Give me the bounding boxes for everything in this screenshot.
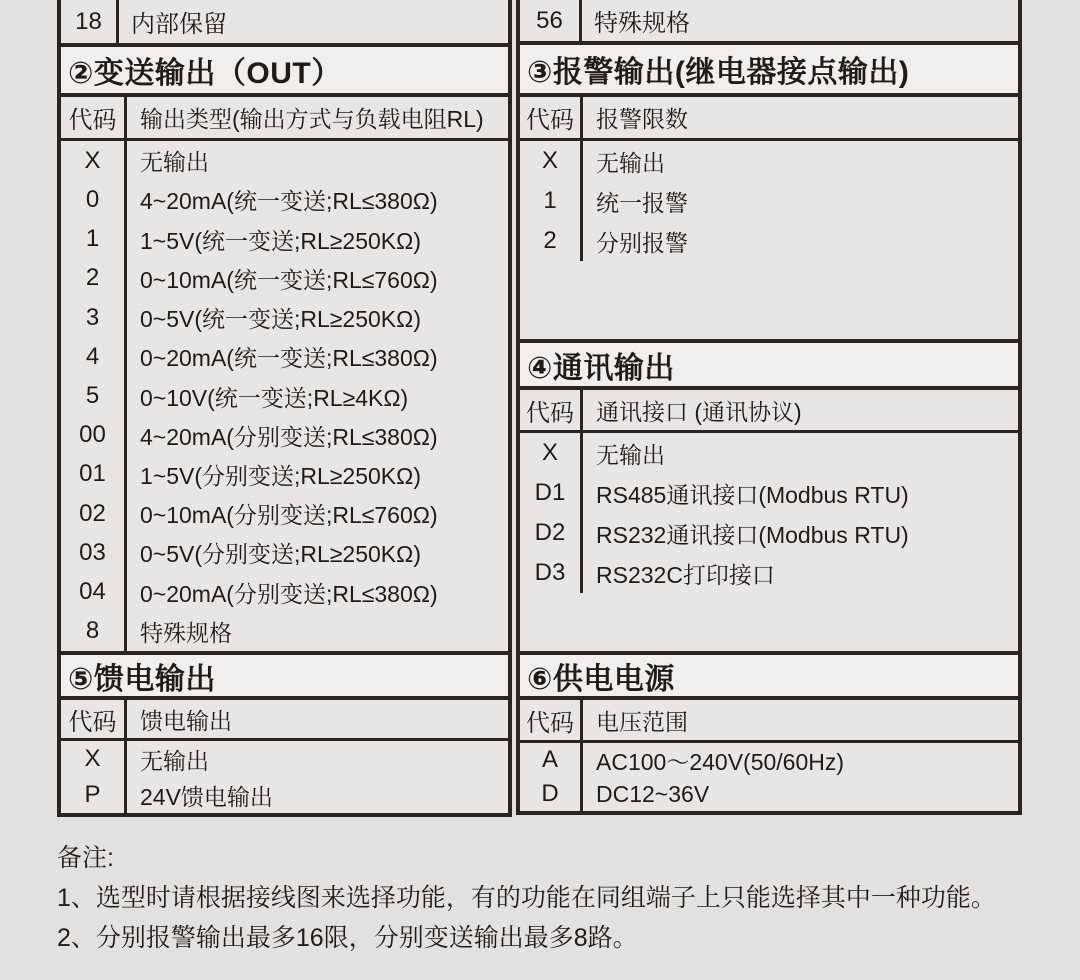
row-desc: 4~20mA(统一变送;RL≤380Ω) bbox=[140, 188, 438, 215]
row-desc: 0~20mA(统一变送;RL≤380Ω) bbox=[140, 345, 438, 372]
row-code: X bbox=[61, 741, 127, 777]
row-desc: 0~20mA(分别变送;RL≤380Ω) bbox=[140, 580, 438, 607]
row-code: D1 bbox=[520, 473, 583, 513]
row-desc: 24V馈电输出 bbox=[140, 783, 273, 810]
row-code: P bbox=[61, 777, 127, 813]
notes-title: 备注: bbox=[57, 844, 114, 872]
row-code: X bbox=[520, 433, 583, 473]
table-body bbox=[61, 141, 508, 651]
notes-list bbox=[57, 878, 1047, 958]
column-header-desc: 通讯接口 (通讯协议) bbox=[596, 398, 802, 425]
power-supply-table bbox=[516, 696, 1022, 815]
table-row bbox=[61, 416, 508, 455]
transmit-output-table bbox=[57, 93, 512, 655]
row-code: D3 bbox=[520, 553, 583, 593]
right-column bbox=[516, 0, 1022, 815]
row-code: D bbox=[520, 777, 583, 811]
table-row bbox=[520, 433, 1018, 473]
table-row bbox=[61, 376, 508, 415]
row-desc: RS232C打印接口 bbox=[596, 561, 775, 588]
row-code: X bbox=[520, 141, 583, 181]
section-title-text: ⑥供电电源 bbox=[527, 662, 675, 696]
row-code: 5 bbox=[61, 376, 127, 415]
row-code: X bbox=[61, 141, 127, 180]
table-filler bbox=[520, 261, 1018, 339]
table-row bbox=[520, 221, 1018, 261]
column-header-desc: 输出类型(输出方式与负载电阻RL) bbox=[140, 106, 484, 132]
table-row bbox=[61, 777, 508, 813]
row-code: 0 bbox=[61, 180, 127, 219]
continuation-row-right bbox=[516, 0, 1022, 45]
table-row bbox=[61, 180, 508, 219]
table-row bbox=[520, 141, 1018, 181]
row-desc: 统一报警 bbox=[596, 189, 688, 216]
table-row bbox=[520, 553, 1018, 593]
table-header-row bbox=[520, 97, 1018, 141]
notes-section bbox=[57, 838, 1047, 958]
table-row bbox=[61, 298, 508, 337]
column-header-code: 代码 bbox=[520, 700, 583, 740]
table-header-row bbox=[61, 97, 508, 141]
table-row bbox=[61, 259, 508, 298]
table-header-row bbox=[61, 700, 508, 741]
row-code: 56 bbox=[520, 0, 582, 41]
table-header-row bbox=[520, 390, 1018, 433]
section-title-feed-output bbox=[57, 651, 512, 700]
row-code: 00 bbox=[61, 416, 127, 455]
row-code: 2 bbox=[520, 221, 583, 261]
table-body bbox=[520, 433, 1018, 593]
column-header-code: 代码 bbox=[520, 390, 583, 430]
row-desc: 0~10mA(分别变送;RL≤760Ω) bbox=[140, 502, 438, 529]
row-desc: 1~5V(分别变送;RL≥250KΩ) bbox=[140, 462, 421, 489]
table-row bbox=[61, 219, 508, 258]
row-desc: AC100～240V(50/60Hz) bbox=[596, 748, 845, 775]
column-header-desc: 馈电输出 bbox=[140, 707, 232, 734]
row-code: 2 bbox=[61, 259, 127, 298]
row-code: D2 bbox=[520, 513, 583, 553]
row-desc: 无输出 bbox=[140, 747, 209, 774]
alarm-output-table bbox=[516, 93, 1022, 343]
row-code: 1 bbox=[61, 219, 127, 258]
row-code: 01 bbox=[61, 455, 127, 494]
table-header-row bbox=[520, 700, 1018, 743]
column-header-desc: 电压范围 bbox=[596, 708, 688, 735]
row-code: 03 bbox=[61, 533, 127, 572]
row-desc: 4~20mA(分别变送;RL≤380Ω) bbox=[140, 423, 438, 450]
comm-output-table bbox=[516, 386, 1022, 655]
section-title-text: ⑤馈电输出 bbox=[68, 662, 216, 696]
row-code: 02 bbox=[61, 494, 127, 533]
row-desc: DC12~36V bbox=[596, 780, 710, 807]
row-desc: 无输出 bbox=[596, 441, 665, 468]
table-body bbox=[61, 741, 508, 813]
column-header-code: 代码 bbox=[61, 97, 127, 138]
note-item: 1、选型时请根据接线图来选择功能，有的功能在同组端子上只能选择其中一种功能。 bbox=[57, 884, 996, 912]
table-row bbox=[61, 741, 508, 777]
table-row bbox=[520, 513, 1018, 553]
row-desc: 特殊规格 bbox=[140, 619, 232, 646]
section-title-power-supply bbox=[516, 651, 1022, 700]
section-title-alarm-output bbox=[516, 41, 1022, 97]
row-desc: 分别报警 bbox=[596, 229, 688, 256]
row-code: 8 bbox=[61, 612, 127, 651]
continuation-row-left bbox=[57, 0, 512, 47]
row-desc: 0~10V(统一变送;RL≥4KΩ) bbox=[140, 384, 409, 411]
column-header-code: 代码 bbox=[520, 97, 583, 138]
row-code: 1 bbox=[520, 181, 583, 221]
row-desc: 无输出 bbox=[140, 149, 209, 176]
row-desc: 0~5V(统一变送;RL≥250KΩ) bbox=[140, 306, 421, 333]
row-desc: 特殊规格 bbox=[594, 10, 690, 37]
section-title-comm-output bbox=[516, 339, 1022, 390]
table-row bbox=[61, 533, 508, 572]
section-title-text: ④通讯输出 bbox=[527, 351, 675, 385]
table-row bbox=[520, 473, 1018, 513]
table-row bbox=[61, 141, 508, 180]
table-row bbox=[520, 777, 1018, 811]
row-desc: 0~10mA(统一变送;RL≤760Ω) bbox=[140, 266, 438, 293]
row-desc: 内部保留 bbox=[131, 11, 227, 38]
table-row bbox=[520, 743, 1018, 777]
feed-output-table bbox=[57, 696, 512, 817]
row-desc: RS485通讯接口(Modbus RTU) bbox=[596, 481, 909, 508]
section-title-transmit-output bbox=[57, 43, 512, 97]
section-title-text: ②变送输出（OUT） bbox=[68, 57, 342, 90]
table-row bbox=[61, 455, 508, 494]
table-filler bbox=[520, 593, 1018, 651]
column-header-code: 代码 bbox=[61, 700, 127, 738]
row-code: A bbox=[520, 743, 583, 777]
left-column bbox=[57, 0, 512, 817]
row-code: 04 bbox=[61, 573, 127, 612]
note-item: 2、分别报警输出最多16限，分别变送输出最多8路。 bbox=[57, 924, 638, 952]
row-code: 4 bbox=[61, 337, 127, 376]
row-desc: 无输出 bbox=[596, 149, 665, 176]
table-row bbox=[61, 573, 508, 612]
table-body bbox=[520, 743, 1018, 811]
table-row bbox=[61, 612, 508, 651]
table-body bbox=[520, 141, 1018, 261]
row-code: 3 bbox=[61, 298, 127, 337]
column-header-desc: 报警限数 bbox=[596, 106, 688, 132]
table-row bbox=[61, 337, 508, 376]
row-desc: 0~5V(分别变送;RL≥250KΩ) bbox=[140, 541, 421, 568]
row-desc: 1~5V(统一变送;RL≥250KΩ) bbox=[140, 227, 421, 254]
row-desc: RS232通讯接口(Modbus RTU) bbox=[596, 521, 909, 548]
table-row bbox=[520, 181, 1018, 221]
section-title-text: ③报警输出(继电器接点输出) bbox=[527, 56, 910, 89]
table-row bbox=[61, 494, 508, 533]
row-code: 18 bbox=[61, 0, 119, 43]
